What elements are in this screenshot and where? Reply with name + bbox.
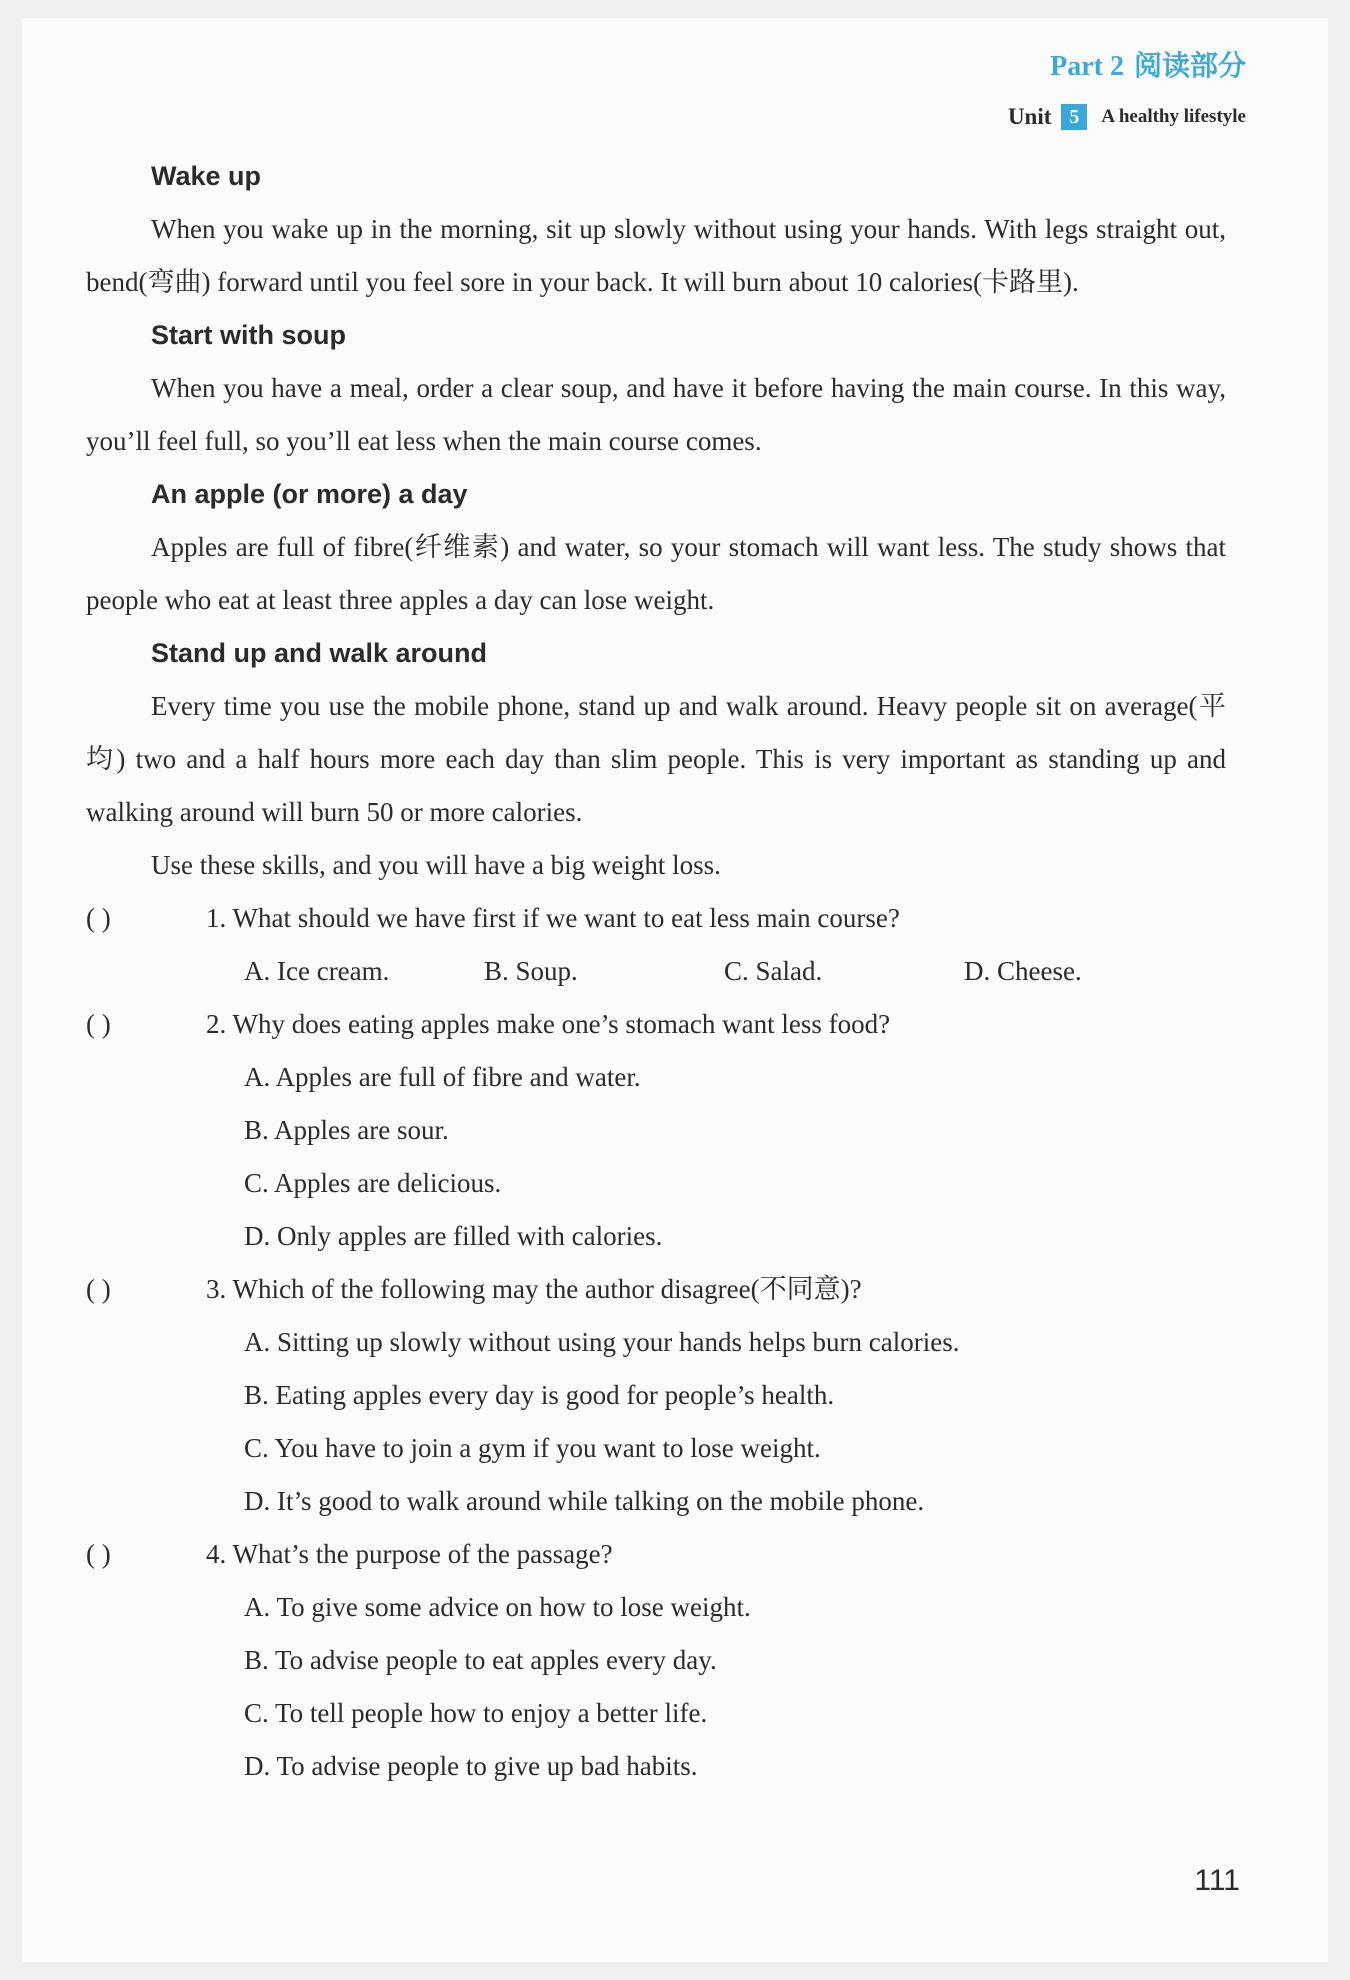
option: C. Salad. [724,956,823,986]
answer-blank[interactable]: ( ) [86,903,111,933]
header-part [1050,44,1246,84]
unit-title: A healthy lifestyle [1101,106,1246,127]
section-heading: An apple (or more) a day [151,479,468,509]
question [86,892,1226,945]
page-number: 111 [1194,1864,1240,1897]
option: B. Soup. [484,956,578,986]
option-row [86,945,1226,998]
option: C. You have to join a gym if you want to lose weight. [244,1433,821,1463]
option: D. Only apples are filled with calories. [244,1221,663,1251]
option: A. Apples are full of fibre and water. [244,1062,641,1092]
question-text: 4. What’s the purpose of the passage? [206,1539,613,1569]
closing-text: Use these skills, and you will have a big weight loss. [151,850,721,880]
unit-label: Unit [1007,104,1052,129]
unit-number-badge: 5 [1061,104,1087,130]
header-unit [1008,104,1246,130]
part-cn-label: 阅读部分 [1133,49,1246,82]
passage [86,150,1226,1793]
option: C. Apples are delicious. [244,1168,502,1198]
question-text: 1. What should we have first if we want to eat less main course? [206,903,900,933]
option: B. Apples are sour. [244,1115,449,1145]
part-label: Part 2 [1050,51,1124,82]
section-heading: Start with soup [151,320,346,350]
section-text: Apples are full of fibre(纤维素) and water, so your stomach will want less. The study shows that people who eat at least three apples a day can lose weight. [86,532,1226,615]
answer-blank[interactable]: ( ) [86,1009,111,1039]
section-text: Every time you use the mobile phone, stand up and walk around. Heavy people sit on average(平均) two and a half hours more each day than slim people. This is very important as standing up and walking around will burn 50 or more calories. [86,691,1226,827]
option: A. To give some advice on how to lose weight. [244,1592,751,1622]
question [86,1528,1226,1581]
option: D. It’s good to walk around while talking on the mobile phone. [244,1486,925,1516]
answer-blank[interactable]: ( ) [86,1274,111,1304]
option: D. Cheese. [964,956,1082,986]
section-heading: Stand up and walk around [151,638,488,668]
option: C. To tell people how to enjoy a better life. [244,1698,708,1728]
answer-blank[interactable]: ( ) [86,1539,111,1569]
option: A. Sitting up slowly without using your hands helps burn calories. [244,1327,960,1357]
section-text: When you wake up in the morning, sit up slowly without using your hands. With legs straight out, bend(弯曲) forward until you feel sore in your back. It will burn about 10 calories(卡路里). [86,214,1226,297]
section-text: When you have a meal, order a clear soup, and have it before having the main course. In this way, you’ll feel full, so you’ll eat less when the main course comes. [86,373,1226,456]
option: B. Eating apples every day is good for people’s health. [244,1380,835,1410]
option: D. To advise people to give up bad habits. [244,1751,698,1781]
option: B. To advise people to eat apples every day. [244,1645,717,1675]
question-text: 3. Which of the following may the author disagree(不同意)? [206,1274,862,1304]
section-heading: Wake up [151,161,262,191]
question [86,998,1226,1051]
question-text: 2. Why does eating apples make one’s stomach want less food? [206,1009,891,1039]
question [86,1263,1226,1316]
option: A. Ice cream. [244,956,390,986]
